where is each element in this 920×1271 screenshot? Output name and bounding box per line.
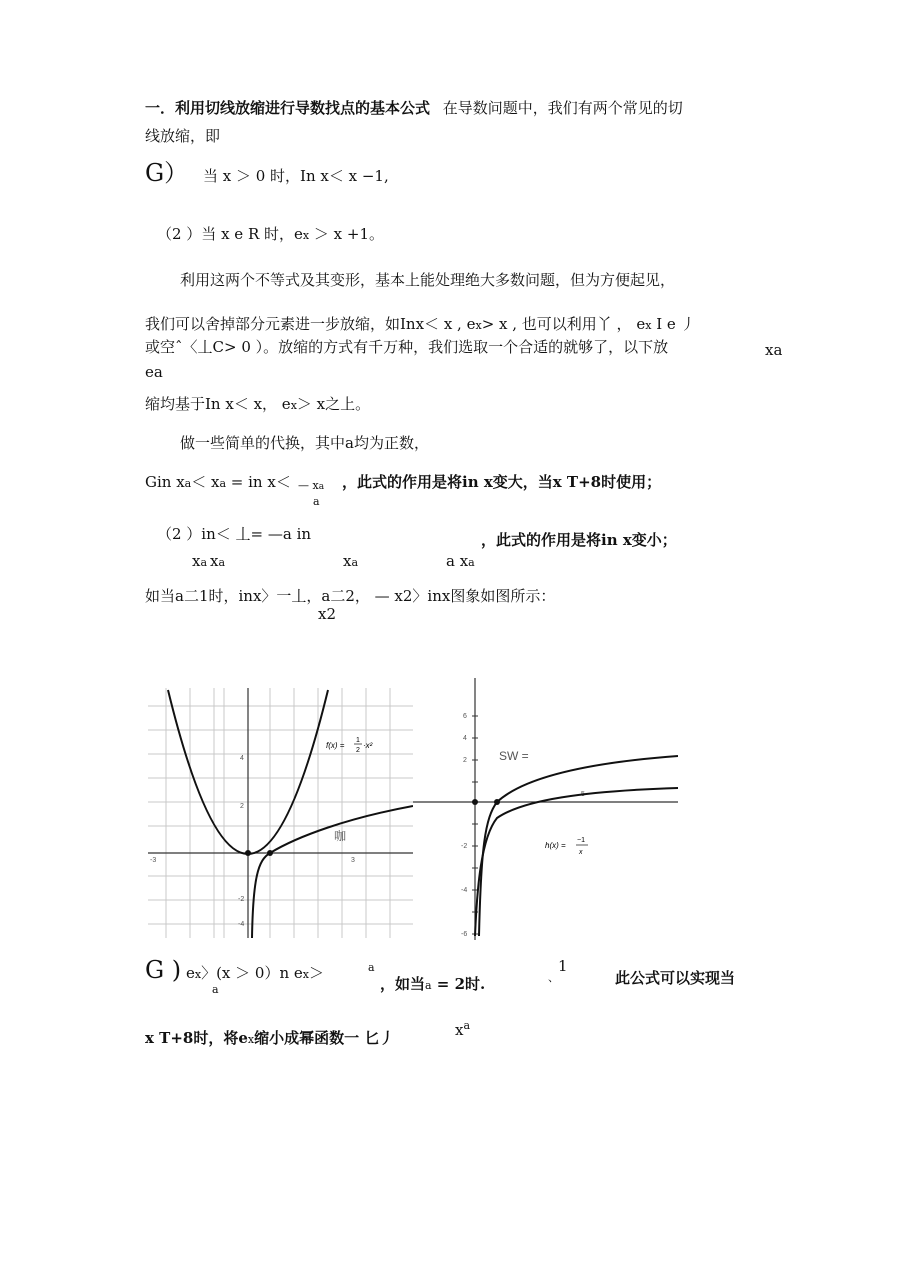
f3-frac-top-text: — x [298,479,319,492]
f4-r3 [343,551,358,573]
f4-r3-s: a [351,556,359,569]
graph2-label-h-bot: x [579,849,583,856]
f6-one: 1 [558,957,568,975]
p2-c: I e 丿 [651,315,696,333]
f4-r4-s: a [468,556,475,569]
paragraph-2 [145,314,696,336]
graph1-point-origin [245,850,251,856]
formula-6-marker: G ) [145,956,182,984]
f6-a-small-2: a [368,961,375,974]
heading-line [145,98,683,118]
f5-x2: x2 [318,605,337,623]
f6-mid [380,974,485,996]
f4-r2-s: a [218,556,226,569]
formula-2-text: （2 ）当 x e R 时，e [157,225,303,243]
f6-sub: x [194,968,202,981]
paragraph-6: 做一些简单的代换，其中a均为正数， [180,434,429,452]
f7-bold: x T+8时，将e [145,1029,248,1047]
f4-r4-x: a x [446,552,469,570]
p2-sub2: x [645,319,652,332]
formula-6 [145,956,324,985]
heading-rest: 在导数问题中，我们有两个常见的切 [442,99,683,117]
f6-mid-text: ，如当 [380,975,426,993]
f4-r1-x: x [192,552,201,570]
p2-sub: x [475,319,482,332]
f3-frac-bot: a [313,495,320,508]
graph1-label-top: 1 [356,737,360,744]
f4-r2-x: x [210,552,219,570]
formula-2 [157,224,384,246]
formula-4: （2 ）in＜ 丄= —a in [157,525,312,543]
graph2-log-curve [479,756,678,936]
formula-1 [145,159,389,187]
p5-sub: x [290,399,297,412]
f4-r4 [446,551,475,573]
graph2-tick-y-0: 6 [463,713,467,720]
formula-1-marker: G） [145,159,189,187]
f3-sa: a [184,477,192,490]
f3-sb: a [219,477,227,490]
heading-continuation: 线放缩，即 [145,127,221,145]
f6-a-small: a [212,983,219,996]
f6-bold: 此公式可以实现当 [615,969,736,987]
f6-b: 〉(x ＞ 0）n e [201,964,303,982]
f7-xa-sup: a [463,1019,471,1032]
p2-a: 我们可以舍掉部分元素进一步放缩，如Inx＜ x , e [145,315,476,333]
f3-c: = in x＜ [226,473,291,491]
f7-bold2: 缩小成幂函数一 匕丿 [254,1029,395,1047]
f3-frac-top [298,476,324,497]
f3-b: ＜ x [191,473,220,491]
f7-sub: x [247,1033,255,1046]
graph1-tick-y-3: -4 [238,921,245,928]
graph1-tick-x-0: -3 [150,857,157,864]
graph2-tick-y-5: -6 [461,931,468,938]
f3-frac-sub: a [318,482,325,492]
graph-parabola-log [148,688,413,938]
graph2-label-h: h(x) = [545,841,566,850]
f6-c: ＞ [308,964,324,982]
graph2-label-h-top: −1 [577,837,585,844]
graph-log-reciprocal [413,678,678,940]
formula-2-tail: ＞ x +1。 [313,225,385,243]
f7-xa-x: x [455,1021,464,1039]
f6-mid-a: a [425,979,432,992]
section-heading: 一．利用切线放缩进行导数找点的基本公式 [145,99,431,117]
paragraph-5 [145,394,370,416]
f4-r1-s: a [200,556,208,569]
f3-bold: ，此式的作用是将in x变大，当x T+8时使用； [342,473,662,491]
paragraph-1: 利用这两个不等式及其变形，基本上能处理绝大多数问题，但为方便起见， [180,271,676,289]
graph1-bleed-text: 咖 [334,829,347,843]
graph2-tick-y-3: -2 [461,843,468,850]
graph1-tick-x-1: 3 [351,857,355,864]
p2-b: > x , 也可以利用丫 ， e [481,315,646,333]
graph1-label-pre: f(x) = [326,741,345,750]
f6-a: e [185,964,195,982]
f6-dot: 、 [548,971,559,984]
p5-b: ＞ x之上。 [296,395,371,413]
graph1-tick-y-2: -2 [238,896,245,903]
graph1-label-post: ·x² [363,741,373,750]
graph2-tick-x-0: 5 [581,791,585,798]
paragraph-4: ea [145,363,163,381]
f4-bold: ，此式的作用是将in x变小； [481,531,677,549]
f3-a: Gin x [145,473,185,491]
f4-r3-x: x [343,552,352,570]
graph2-reciprocal-curve [475,788,678,936]
formula-3 [145,472,291,494]
f6-sub2: x [302,968,309,981]
graph2-point-1 [494,799,500,805]
graph2-tick-y-1: 4 [463,735,467,742]
graph2-label-sw: SW = [499,749,529,763]
formula-2-sub: x [302,229,310,242]
formula-7 [145,1028,394,1050]
f6-mid2: = 2时. [431,975,486,993]
f7-xa [455,1016,470,1040]
graph2-point-origin [472,799,478,805]
graph1-label-bot: 2 [356,747,360,754]
formula-5: 如当a二1时，inx〉一丄，a二2， — x2〉inx图象如图所示： [145,587,556,605]
paragraph-3-xa: xa [765,341,783,359]
graph2-tick-y-2: 2 [463,757,467,764]
paragraph-3: 或空ˆ〈丄C> 0 ）。放缩的方式有千万种，我们选取一个合适的就够了，以下放 [145,338,669,356]
graph2-tick-y-4: -4 [461,887,468,894]
f4-r1 [192,551,225,573]
graph1-tick-y-0: 4 [240,755,244,762]
graph1-point-1 [267,850,273,856]
graph1-tick-y-1: 2 [240,803,244,810]
p5-a: 缩均基于In x＜ x， e [145,395,291,413]
formula-1-text: 当 x ＞ 0 时，In x＜ x −1, [202,167,389,185]
